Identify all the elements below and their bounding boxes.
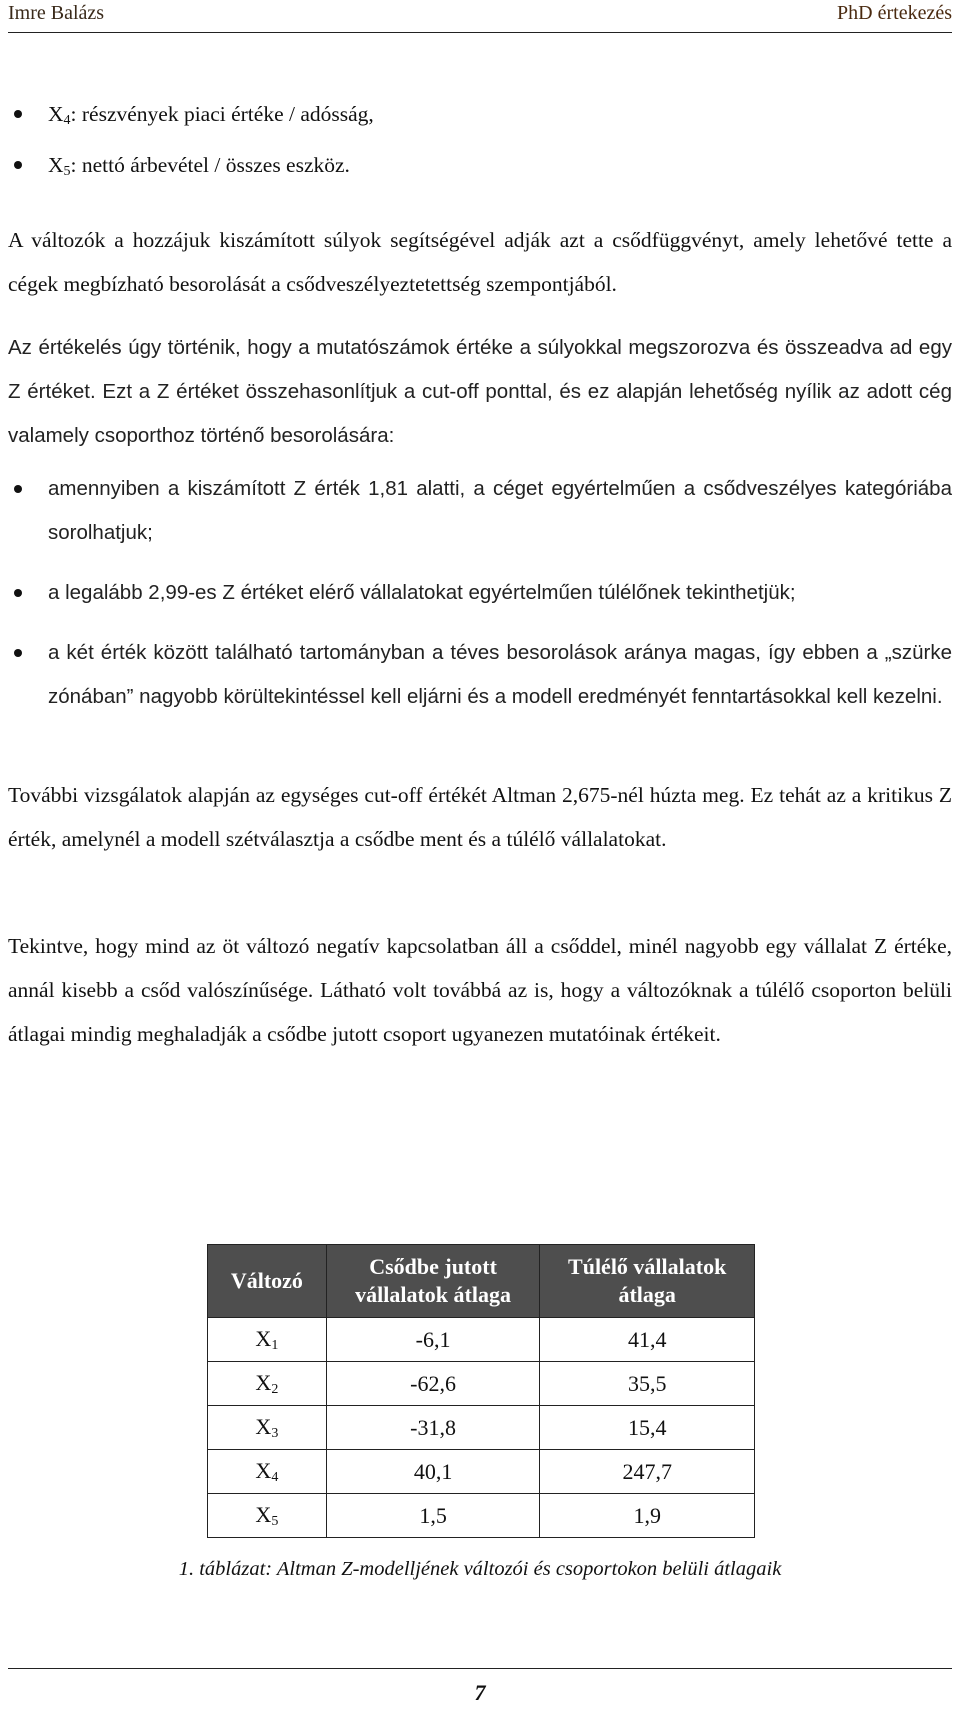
cell-bankrupt: -6,1 (326, 1318, 540, 1362)
table-row (208, 1362, 755, 1406)
footer-divider (8, 1668, 952, 1669)
header-survivor-average: Túlélő vállalatok átlaga (540, 1245, 755, 1318)
paragraph-1: A változók a hozzájuk kiszámított súlyok segítségével adják azt a csődfüggvényt, amely lehetővé tette a cégek megbízható besorolását a csődveszélyeztetettség szempontjából. (8, 228, 952, 296)
list-item: a két érték között található tartományban a téves besorolások aránya magas, így ebben a „szürke zónában” nagyobb körültekintéssel kell eljárni és a modell eredményét fenntartásokkal kell kezelni. (8, 631, 952, 719)
page-number: 7 (474, 1680, 486, 1705)
cell-survivor: 247,7 (540, 1450, 755, 1494)
cell-variable: $X_1$ (208, 1318, 327, 1362)
cell-variable: $X_3$ (208, 1406, 327, 1450)
cell-variable: $X_4$ (208, 1450, 327, 1494)
cell-variable: $X_5$ (208, 1494, 327, 1538)
header-author: Imre Balázs (8, 2, 105, 24)
table-row (208, 1450, 755, 1494)
top-bullet-list (8, 92, 952, 194)
cell-bankrupt: 1,5 (326, 1494, 540, 1538)
page-header (8, 0, 952, 28)
paragraph-2 (8, 326, 952, 458)
cell-survivor: 1,9 (540, 1494, 755, 1538)
paragraph-2-part-a: Az értékelés úgy történik, hogy a mutatószámok értéke a súlyokkal megszorozva és összeadva ad egy Z értéket. (8, 336, 952, 403)
cell-bankrupt: -62,6 (326, 1362, 540, 1406)
table-row (208, 1406, 755, 1450)
table-caption: 1. táblázat: Altman Z-modelljének változói és csoportokon belüli átlagaik (178, 1558, 782, 1580)
list-item: $X_5$: nettó árbevétel / összes eszköz. (8, 143, 952, 194)
variables-table (207, 1244, 755, 1538)
list-item: amennyiben a kiszámított Z érték 1,81 alatti, a céget egyértelműen a csődveszélyes kategóriába sorolhatjuk; (8, 467, 952, 555)
cell-survivor: 41,4 (540, 1318, 755, 1362)
header-title: PhD értekezés (837, 2, 952, 24)
cell-bankrupt: -31,8 (326, 1406, 540, 1450)
classification-bullet-list (8, 467, 952, 719)
paragraph-4: Tekintve, hogy mind az öt változó negatív kapcsolatban áll a csőddel, minél nagyobb egy vállalat Z értéke, annál kisebb a csőd valószínűsége. Látható volt továbbá az is, hogy a változóknak a túlélő csoporton belüli átlagai mindig meghaladják a csődbe jutott csoport ugyanezen mutatóinak értékeit. (8, 934, 952, 1046)
cell-variable: $X_2$ (208, 1362, 327, 1406)
cell-survivor: 15,4 (540, 1406, 755, 1450)
table-row (208, 1494, 755, 1538)
cell-survivor: 35,5 (540, 1362, 755, 1406)
table-header-row (208, 1245, 755, 1318)
header-variable: Változó (208, 1245, 327, 1318)
paragraph-3: További vizsgálatok alapján az egységes cut-off értékét Altman 2,675-nél húzta meg. Ez tehát az a kritikus Z érték, amelynél a modell szétválasztja a csődbe ment és a túlélő vállalatokat. (8, 783, 952, 851)
list-item: $X_4$: részvények piaci értéke / adósság, (8, 92, 952, 143)
list-item: a legalább 2,99-es Z értéket elérő vállalatokat egyértelműen túlélőnek tekinthetjük; (8, 571, 952, 615)
header-divider (8, 32, 952, 33)
table-row (208, 1318, 755, 1362)
paragraph-2-part-b: Ezt a Z értéket összehasonlítjuk a cut-off ponttal, és ez alapján lehetőség nyílik az adott cég valamely csoporthoz történő besorolására: (8, 380, 952, 447)
header-bankrupt-average: Csődbe jutott vállalatok átlaga (326, 1245, 540, 1318)
cell-bankrupt: 40,1 (326, 1450, 540, 1494)
